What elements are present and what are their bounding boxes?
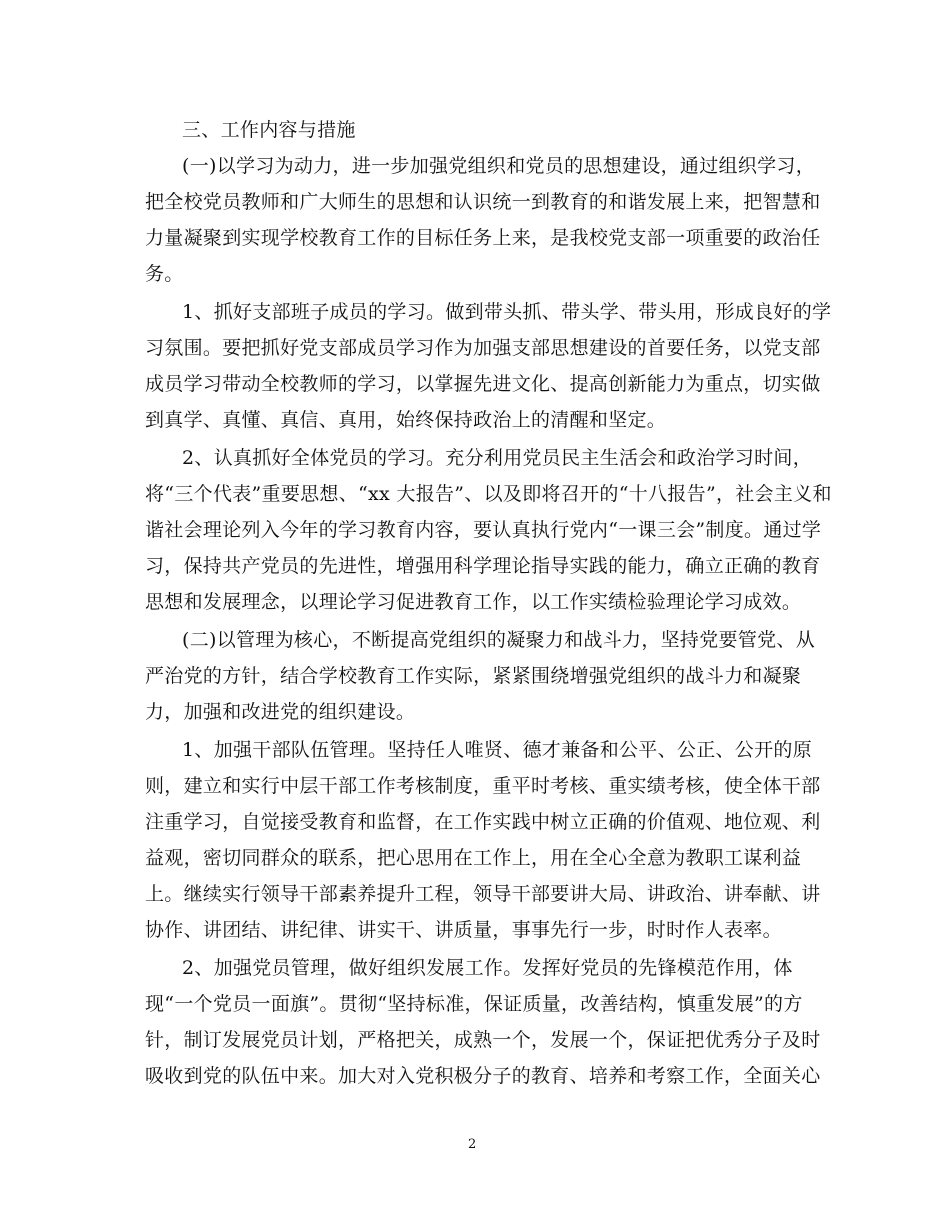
section-heading: 三、工作内容与措施	[182, 119, 356, 141]
paragraph-line: 1、抓好支部班子成员的学习。做到带头抓、带头学、带头用，形成良好的学	[182, 301, 832, 323]
paragraph-line: 力，加强和改进党的组织建设。	[145, 701, 416, 723]
paragraph-line: (二)以管理为核心，不断提高党组织的凝聚力和战斗力，坚持党要管党、从	[182, 629, 816, 651]
paragraph-line: 思想和发展理念，以理论学习促进教育工作，以工作实绩检验理论学习成效。	[145, 591, 802, 613]
paragraph-line: 1、加强干部队伍管理。坚持任人唯贤、德才兼备和公平、公正、公开的原	[182, 739, 812, 761]
paragraph-line: 益观，密切同群众的联系，把心思用在工作上，用在全心全意为教职工谋利益	[145, 847, 802, 869]
paragraph-line: 成员学习带动全校教师的学习，以掌握先进文化、提高创新能力为重点，切实做	[145, 373, 821, 395]
paragraph-line: 务。	[145, 263, 184, 285]
paragraph-line: 现“一个党员一面旗”。贯彻“坚持标准，保证质量，改善结构，慎重发展”的方	[145, 993, 803, 1015]
paragraph-line: 到真学、真懂、真信、真用，始终保持政治上的清醒和坚定。	[145, 409, 667, 431]
paragraph-line: 力量凝聚到实现学校教育工作的目标任务上来，是我校党支部一项重要的政治任	[145, 227, 821, 249]
paragraph-line: 严治党的方针，结合学校教育工作实际，紧紧围绕增强党组织的战斗力和凝聚	[145, 665, 802, 687]
paragraph-line: 则，建立和实行中层干部工作考核制度，重平时考核、重实绩考核，使全体干部	[145, 775, 821, 797]
page-number: 2	[468, 1137, 477, 1152]
paragraph-line: (一)以学习为动力，进一步加强党组织和党员的思想建设，通过组织学习，	[182, 155, 816, 177]
paragraph-line: 注重学习，自觉接受教育和监督，在工作实践中树立正确的价值观、地位观、利	[145, 811, 821, 833]
paragraph-line: 针，制订发展党员计划，严格把关，成熟一个，发展一个，保证把优秀分子及时	[145, 1029, 821, 1051]
paragraph-line: 把全校党员教师和广大师生的思想和认识统一到教育的和谐发展上来，把智慧和	[145, 191, 821, 213]
paragraph-line: 谐社会理论列入今年的学习教育内容，要认真执行党内“一课三会”制度。通过学	[145, 519, 822, 541]
paragraph-line: 吸收到党的队伍中来。加大对入党积极分子的教育、培养和考察工作，全面关心	[145, 1065, 821, 1087]
paragraph-line: 习氛围。要把抓好党支部成员学习作为加强支部思想建设的首要任务，以党支部	[145, 337, 821, 359]
paragraph-line: 上。继续实行领导干部素养提升工程，领导干部要讲大局、讲政治、讲奉献、讲	[145, 883, 821, 905]
paragraph-line: 习，保持共产党员的先进性，增强用科学理论指导实践的能力，确立正确的教育	[145, 555, 821, 577]
paragraph-line: 将“三个代表”重要思想、“xx 大报告”、以及即将召开的“十八报告”，社会主义和	[145, 483, 832, 505]
paragraph-line: 2、认真抓好全体党员的学习。充分利用党员民主生活会和政治学习时间，	[182, 447, 812, 469]
paragraph-line: 2、加强党员管理，做好组织发展工作。发挥好党员的先锋模范作用，体	[182, 957, 793, 979]
paragraph-line: 协作、讲团结、讲纪律、讲实干、讲质量，事事先行一步，时时作人表率。	[145, 919, 782, 941]
